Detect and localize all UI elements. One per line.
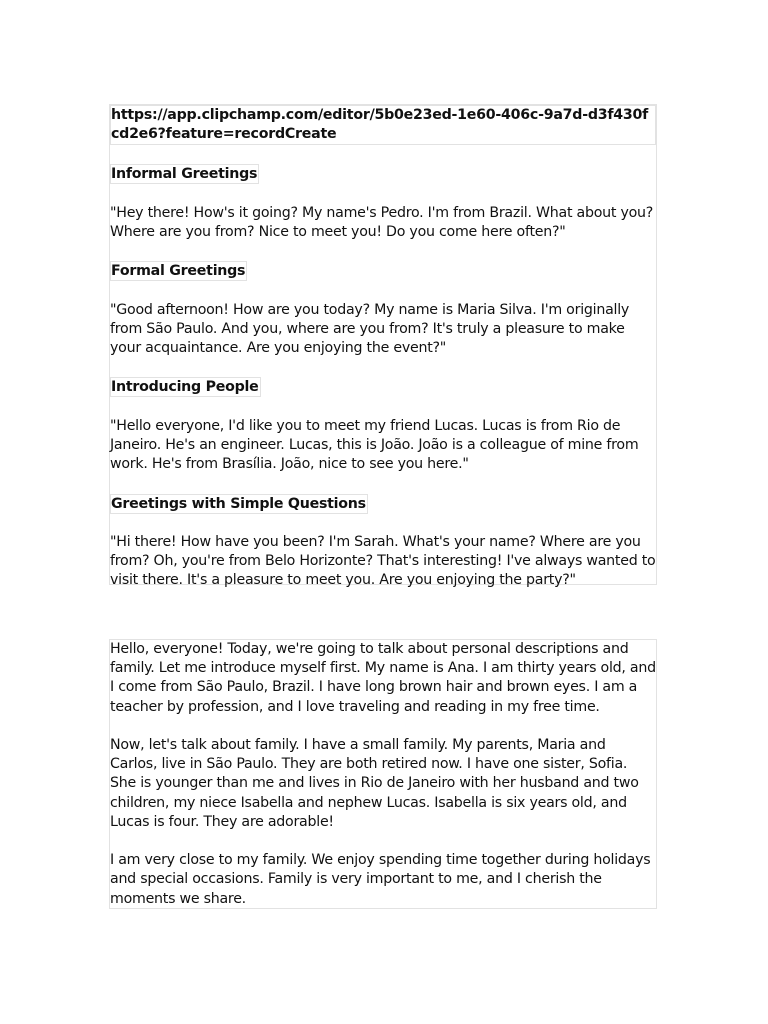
greetings-simple-questions-text: "Hi there! How have you been? I'm Sarah. What's your name? Where are you from? Oh, you're from Belo Horizonte? That's interesting! I've always wanted to visit there. It's a pleasure to meet you. Are you enjoying the party?" [110, 533, 656, 589]
family-paragraph-closing: I am very close to my family. We enjoy spending time together during holidays and special occasions. Family is very important to me, and I cherish the moments we share. [110, 852, 651, 907]
heading-greetings-simple-questions: Greetings with Simple Questions [111, 495, 366, 512]
heading-formal-greetings: Formal Greetings [111, 263, 246, 280]
family-section [110, 640, 656, 909]
heading-informal-greetings: Informal Greetings [111, 166, 258, 183]
formal-greetings-text: "Good afternoon! How are you today? My name is Maria Silva. I'm originally from São Paulo. And you, where are you from? It's truly a pleasure to make your acquaintance. Are you enjoying the event?" [110, 301, 630, 356]
heading-introducing-people: Introducing People [111, 379, 259, 396]
family-paragraph-family: Now, let's talk about family. I have a small family. My parents, Maria and Carlos, live in São Paulo. They are both retired now. I have one sister, Sofia. She is younger than me and lives in Rio de Janeiro with her husband and two children, my niece Isabella and nephew Lucas. Isabella is six years old, and Lucas is four. They are adorable! [110, 737, 639, 830]
introducing-people-text: "Hello everyone, I'd like you to meet my friend Lucas. Lucas is from Rio de Janeiro. He's an engineer. Lucas, this is João. João is a colleague of mine from work. He's from Brasília. João, nice to see you here." [110, 417, 639, 473]
clipchamp-editor-link[interactable]: https://app.clipchamp.com/editor/5b0e23ed-1e60-406c-9a7d-d3f430fcd2e6?feature=recordCreate [110, 105, 656, 145]
family-paragraph-intro: Hello, everyone! Today, we're going to talk about personal descriptions and family. Let me introduce myself first. My name is Ana. I am thirty years old, and I come from São Paulo, Brazil. I have long brown hair and brown eyes. I am a teacher by profession, and I love traveling and reading in my free time. [110, 641, 656, 715]
greetings-section [110, 105, 656, 591]
informal-greetings-text: "Hey there! How's it going? My name's Pedro. I'm from Brazil. What about you? Where are you from? Nice to meet you! Do you come here often?" [110, 204, 654, 240]
